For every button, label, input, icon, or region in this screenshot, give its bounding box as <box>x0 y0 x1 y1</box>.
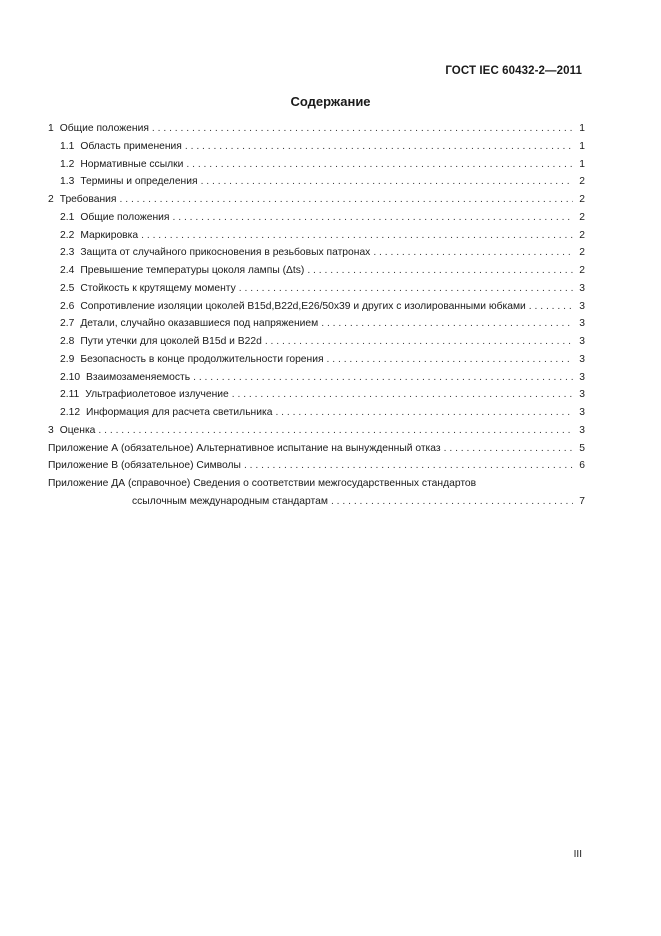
toc-entry[interactable] <box>48 386 585 404</box>
toc-entry-page: 3 <box>579 318 585 330</box>
dot-leader <box>120 191 573 209</box>
toc-entry-page: 3 <box>579 282 585 294</box>
toc-entry[interactable] <box>48 315 585 333</box>
toc-entry-page: 2 <box>579 247 585 259</box>
toc-entry-number: 2.1 <box>60 211 75 223</box>
toc-entry[interactable] <box>48 333 585 351</box>
dot-leader <box>98 422 573 440</box>
toc-entry-number: 2.6 <box>60 300 75 312</box>
toc-entry-appendix-da-continuation[interactable] <box>48 493 585 511</box>
toc-entry-text: Ультрафиолетовое излучение <box>85 389 229 401</box>
toc-entry-page: 3 <box>579 371 585 383</box>
toc-entry-number: 2.12 <box>60 407 81 418</box>
toc-entry-page: 2 <box>579 229 585 241</box>
dot-leader <box>173 209 574 227</box>
toc-entry[interactable] <box>48 351 585 369</box>
toc-entry[interactable] <box>48 457 585 475</box>
page-title: Содержание <box>290 94 371 109</box>
toc-entry-text: Маркировка <box>80 229 139 241</box>
toc-entry-label <box>60 351 324 369</box>
toc-entry-text: Детали, случайно оказавшиеся под напряжением <box>80 318 319 330</box>
toc-entry-page: 7 <box>579 495 585 507</box>
dot-leader <box>373 244 573 262</box>
toc-entry-text: Оценка <box>59 424 96 436</box>
toc-entry[interactable] <box>48 209 585 227</box>
toc-entry-label <box>60 280 236 298</box>
toc-entry-text: Термины и определения <box>80 176 198 188</box>
toc-entry[interactable] <box>48 369 585 387</box>
toc-entry-text: Сопротивление изоляции цоколей B15d,B22d,E26/50x39 и других с изолированными юбками <box>80 300 526 312</box>
toc-entry-appendix-da[interactable] <box>48 475 585 493</box>
toc-entry-page: 2 <box>579 176 585 188</box>
toc-entry-text: Нормативные ссылки <box>80 158 184 170</box>
toc-entry-label <box>60 315 318 333</box>
toc-entry-label <box>48 440 441 458</box>
dot-leader <box>327 351 573 369</box>
toc-entry-number: 2.11 <box>60 389 80 401</box>
toc-entry[interactable] <box>48 244 585 262</box>
toc-entry[interactable] <box>48 262 585 280</box>
dot-leader <box>232 386 573 404</box>
dot-leader <box>307 262 573 280</box>
toc-entry-label <box>60 173 198 191</box>
toc-entry-label <box>60 209 170 227</box>
toc-entry-page: 3 <box>579 300 585 312</box>
toc-entry-text: Взаимозаменяемость <box>86 371 191 383</box>
toc-entry-text: Превышение температуры цоколя лампы (Δts) <box>80 265 305 276</box>
toc-entry[interactable] <box>48 191 585 209</box>
toc-entry-page: 3 <box>579 336 585 347</box>
toc-entry-number: 2.10 <box>60 371 81 383</box>
toc-entry-number: 2.2 <box>60 229 75 241</box>
toc-entry-text: Область применения <box>80 140 182 152</box>
toc-entry-label <box>60 138 182 156</box>
toc-entry[interactable] <box>48 422 585 440</box>
dot-leader <box>239 280 573 298</box>
dot-leader <box>152 120 573 138</box>
toc-entry-label <box>48 120 149 138</box>
toc-entry-number: 2 <box>48 194 54 205</box>
toc-entry-text: Пути утечки для цоколей B15d и B22d <box>80 336 262 347</box>
toc-entry-page: 6 <box>579 460 585 472</box>
toc-entry-text: Приложение ДА (справочное) Сведения о соответствии межгосударственных стандартов <box>48 478 477 489</box>
toc-entry-label <box>60 298 526 316</box>
toc-entry[interactable] <box>48 173 585 191</box>
toc-entry[interactable] <box>48 156 585 174</box>
standard-designation: ГОСТ IEC 60432-2—2011 <box>445 65 582 77</box>
toc-entry-number: 2.4 <box>60 265 75 276</box>
toc-entry-page: 2 <box>579 194 585 205</box>
page-number-roman: III <box>573 849 582 860</box>
toc-entry-page: 5 <box>579 442 585 454</box>
toc-entry[interactable] <box>48 404 585 422</box>
toc-entry-number: 2.3 <box>60 247 75 259</box>
toc-entry-number: 1.1 <box>60 140 75 152</box>
toc-entry-page: 3 <box>579 407 585 418</box>
toc-entry-number: 2.7 <box>60 318 75 330</box>
toc-entry-label <box>60 262 304 280</box>
toc-entry-text: Безопасность в конце продолжительности горения <box>80 353 324 365</box>
toc-entry-page: 3 <box>579 389 585 401</box>
toc-entry[interactable] <box>48 280 585 298</box>
toc-entry-text: Стойкость к крутящему моменту <box>80 282 236 294</box>
toc-entry[interactable] <box>48 138 585 156</box>
toc-entry-label <box>60 404 272 422</box>
toc-entry-label <box>60 227 138 245</box>
dot-leader <box>321 315 573 333</box>
toc-entry-label <box>60 333 262 351</box>
toc-entry-page: 3 <box>579 424 585 436</box>
toc-entry[interactable] <box>48 440 585 458</box>
table-of-contents <box>48 120 585 511</box>
toc-entry-text: Информация для расчета светильника <box>86 407 273 418</box>
toc-entry-page: 1 <box>579 123 585 134</box>
toc-entry-label <box>60 156 183 174</box>
toc-entry-number: 2.8 <box>60 336 75 347</box>
toc-entry[interactable] <box>48 120 585 138</box>
toc-entry-text: Защита от случайного прикосновения в резьбовых патронах <box>80 247 371 259</box>
toc-entry-label <box>48 457 241 475</box>
toc-entry-page: 3 <box>579 353 585 365</box>
toc-entry-text: Общие положения <box>59 123 149 134</box>
toc-entry-label <box>60 386 229 404</box>
dot-leader <box>185 138 573 156</box>
toc-entry-number: 1 <box>48 123 54 134</box>
toc-entry-text: ссылочным международным стандартам <box>132 495 328 507</box>
toc-entry-page: 2 <box>579 211 585 223</box>
toc-entry-page: 1 <box>579 140 585 152</box>
toc-entry-text: Общие положения <box>80 211 170 223</box>
dot-leader <box>193 369 573 387</box>
dot-leader <box>331 493 573 511</box>
dot-leader <box>201 173 573 191</box>
toc-entry[interactable] <box>48 227 585 245</box>
toc-entry-text: Приложение А (обязательное) Альтернативное испытание на вынужденный отказ <box>48 442 441 454</box>
toc-entry-label <box>60 244 370 262</box>
toc-entry-number: 1.2 <box>60 158 75 170</box>
toc-entry-label <box>60 369 190 387</box>
toc-entry-page: 1 <box>579 158 585 170</box>
toc-entry-text: Требования <box>59 194 117 205</box>
dot-leader <box>529 298 573 316</box>
toc-entry-text: Приложение В (обязательное) Символы <box>48 460 241 472</box>
dot-leader <box>244 457 573 475</box>
dot-leader <box>186 156 573 174</box>
toc-entry-page: 2 <box>579 265 585 276</box>
dot-leader <box>141 227 573 245</box>
toc-entry-number: 1.3 <box>60 176 75 188</box>
toc-entry-label <box>48 422 95 440</box>
toc-entry-number: 2.9 <box>60 353 75 365</box>
toc-entry[interactable] <box>48 298 585 316</box>
dot-leader <box>275 404 573 422</box>
dot-leader <box>444 440 573 458</box>
dot-leader <box>265 333 573 351</box>
toc-entry-number: 3 <box>48 424 54 436</box>
toc-entry-number: 2.5 <box>60 282 75 294</box>
toc-entry-label <box>48 191 117 209</box>
